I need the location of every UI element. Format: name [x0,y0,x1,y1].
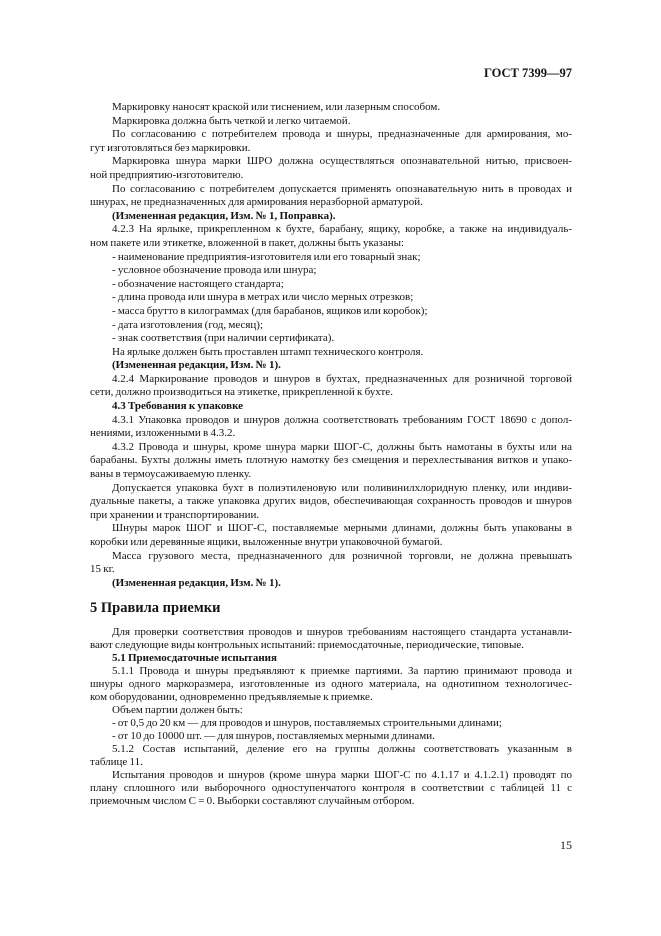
text-line: По согласованию с потребителем допускается применять опознавательную нить в проводах и [112,182,572,195]
text-line: Маркировка должна быть четкой и легко читаемой. [112,114,351,127]
paragraph [90,155,572,182]
text-line: На ярлыке должен быть проставлен штамп технического контроля. [112,345,424,358]
paragraph [90,291,572,305]
text-line: (Измененная редакция, Изм. № 1, Поправка). [112,209,336,222]
section-heading: 5 Правила приемки [90,600,221,617]
text-line: барабаны. Бухты должны иметь плотную намотку без смещения и перехлестывания витков и упако- [90,454,572,467]
bold-paragraph [90,210,572,224]
paragraph [90,183,572,210]
paragraph [90,101,572,115]
bold-paragraph [90,400,572,414]
paragraph [90,414,572,441]
text-line: шнурах, не предназначенных для армирования неразборной арматурой. [90,196,423,209]
paragraph [90,769,572,808]
text-line: Маркировку наносят краской или тиснением, или лазерным способом. [112,101,441,113]
text-line: вают следующие виды контрольных испытаний: приемосдаточные, периодические, типовые. [90,639,524,652]
paragraph [90,730,572,743]
text-line: сети, должно производиться на этикетке, прикрепленной к бухте. [90,386,393,399]
text-line: 5.1.2 Состав испытаний, деление его на группы должны соответствовать указанным в [112,743,572,756]
paragraph [90,522,572,549]
paragraph [90,665,572,704]
text-line: - масса брутто в килограммах (для барабанов, ящиков или коробок); [112,304,428,317]
paragraph [90,115,572,129]
paragraph [90,550,572,577]
text-line: таблице 11. [90,756,143,769]
paragraph [90,305,572,319]
paragraph [90,704,572,717]
paragraph [90,128,572,155]
paragraph [90,319,572,333]
text-line: 5.1.1 Провода и шнуры предъявляют к приемке партиями. За партию принимают провода и [112,665,572,678]
text-line: - от 0,5 до 20 км — для проводов и шнуров, поставляемых строительными длинами; [112,717,502,730]
paragraph [90,223,572,250]
text-line: (Измененная редакция, Изм. № 1). [112,576,281,589]
paragraph [90,251,572,265]
paragraph [90,717,572,730]
text-line: (Измененная редакция, Изм. № 1). [112,359,281,372]
bold-paragraph [90,652,572,665]
paragraph [90,441,572,482]
text-line: коробки или деревянные ящики, выложенные внутри упаковочной бумагой. [90,536,443,548]
paragraph [90,332,572,346]
paragraph [90,743,572,769]
page-number: 15 [560,838,572,853]
text-line: ной предприятию-изготовителю. [90,168,244,181]
text-line: - знак соответствия (при наличии сертификата). [112,332,335,345]
paragraph [90,346,572,360]
text-line: шнуры одного маркоразмера, изготовленные из одного материала, на однотипном технологичес- [90,678,572,691]
text-line: Объем партии должен быть: [112,704,243,717]
text-line: - наименование предприятия-изготовителя или его товарный знак; [112,250,421,263]
text-line: гут изготовляться без маркировки. [90,141,251,154]
text-line: приемочным числом C = 0. Выборки составляют случайным отбором. [90,795,415,808]
bold-paragraph [90,359,572,373]
text-line: ком оборудовании, одновременно предъявляемые к приемке. [90,691,373,704]
text-line: 4.3.2 Провода и шнуры, кроме шнура марки ШОГ-С, должны быть намотаны в бухты или на [112,440,572,453]
text-line: 4.2.4 Маркирование проводов и шнуров в бухтах, предназначенных для розничной торговой [112,372,572,385]
text-line: ном пакете или этикетке, вложенной в пакет, должны быть указаны: [90,236,405,249]
text-line: нениями, изложенными в 4.3.2. [90,427,236,440]
document-header: ГОСТ 7399—97 [483,66,572,80]
paragraph [90,373,572,400]
text-line: 15 кг. [90,563,115,576]
text-line: Маркировка шнура марки ШРО должна осуществляться опознавательной нитью, присвоен- [112,155,572,168]
text-line: Допускается упаковка бухт в полиэтиленовую или поливинилхлоридную пленку, или индиви- [112,481,572,494]
body-text-section-5 [90,626,572,808]
text-line: Для проверки соответствия проводов и шнуров требованиям настоящего стандарта устанавли- [112,626,572,639]
text-line: - условное обозначение провода или шнура; [112,264,317,277]
text-line: Испытания проводов и шнуров (кроме шнура марки ШОГ-С по 4.1.17 и 4.1.2.1) проводят по [112,769,572,782]
paragraph [90,482,572,523]
text-line: дуальные пакеты, а также упаковка других видов, обеспечивающая сохранность проводов и шнуров [90,495,572,508]
paragraph [90,626,572,652]
text-line: 4.2.3 На ярлыке, прикрепленном к бухте, барабану, ящику, коробке, а также на индивидуаль- [112,223,572,236]
text-line: Шнуры марок ШОГ и ШОГ-С, поставляемые мерными длинами, должны быть упакованы в [112,522,572,535]
text-line: - от 10 до 10000 шт. — для шнуров, поставляемых мерными длинами. [112,730,435,743]
paragraph [90,278,572,292]
paragraph [90,264,572,278]
text-line: - дата изготовления (год, месяц); [112,318,264,331]
text-line: при хранении и транспортировании. [90,508,260,521]
bold-paragraph [90,577,572,591]
text-line: Масса грузового места, предназначенного для розничной торговли, не должна превышать [112,549,572,562]
text-line: плану сплошного или выборочного одноступенчатого контроля в соответствии с таблицей 11 с [90,782,572,795]
body-text-section-4 [90,101,572,590]
text-line: - длина провода или шнура в метрах или число мерных отрезков; [112,291,414,304]
text-line: 4.3 Требования к упаковке [112,400,244,413]
text-line: 4.3.1 Упаковка проводов и шнуров должна соответствовать требованиям ГОСТ 18690 с допол- [112,413,572,426]
text-line: 5.1 Приемосдаточные испытания [112,652,277,665]
text-line: По согласованию с потребителем провода и шнуры, предназначенные для армирования, мо- [112,128,572,141]
text-line: - обозначение настоящего стандарта; [112,277,284,290]
text-line: ваны в термоусаживаемую пленку. [90,468,252,481]
